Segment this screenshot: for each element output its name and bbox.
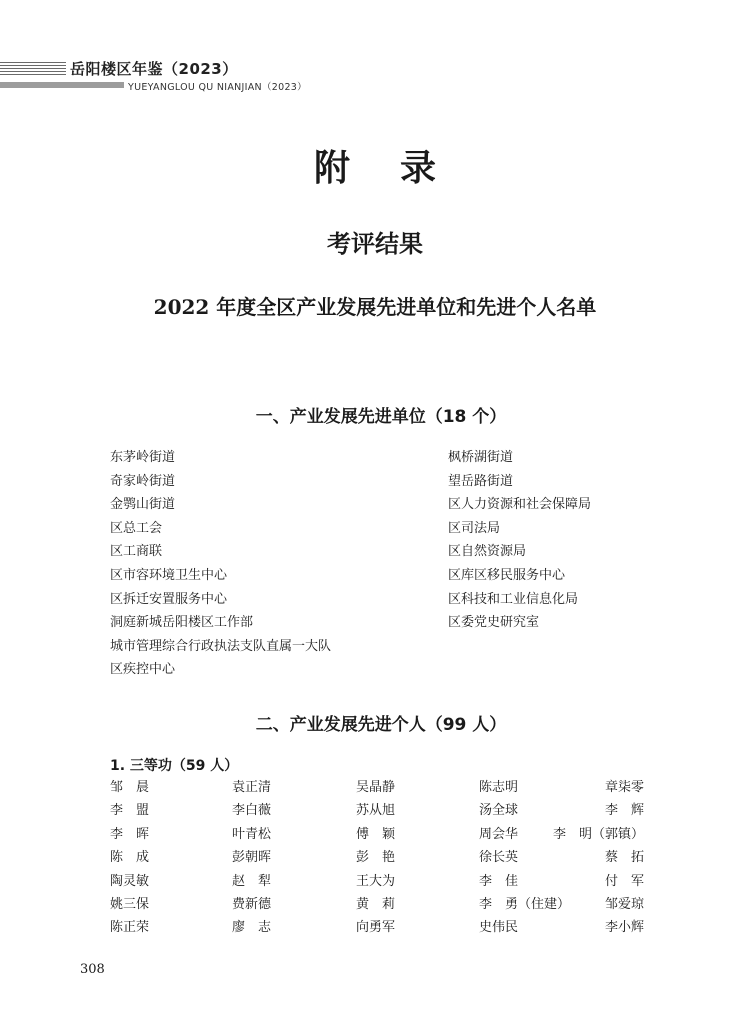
person-name: 邹爱琼 xyxy=(604,896,644,912)
unit-item: 洞庭新城岳阳楼区工作部 xyxy=(110,615,254,631)
unit-item: 枫桥湖街道 xyxy=(448,450,514,465)
document-title: 2022 年度全区产业发展先进单位和先进个人名单 xyxy=(153,295,597,319)
person-name: 李 佳 xyxy=(479,873,519,889)
person-name: 蔡 拓 xyxy=(604,850,644,866)
person-name: 廖 志 xyxy=(232,920,272,936)
name-row xyxy=(110,799,644,822)
name-row xyxy=(110,870,644,893)
page-number: 308 xyxy=(80,962,105,977)
unit-item: 金鹗山街道 xyxy=(110,497,176,513)
person-name: 李白薇 xyxy=(232,803,272,819)
unit-item: 望岳路街道 xyxy=(448,473,514,489)
person-name: 袁正清 xyxy=(232,780,272,795)
unit-item: 区拆迁安置服务中心 xyxy=(110,591,228,607)
unit-item: 区市容环境卫生中心 xyxy=(110,567,228,583)
name-row xyxy=(110,846,644,869)
person-name: 李 晖 xyxy=(110,826,150,842)
person-name: 陈 成 xyxy=(110,850,150,866)
running-header-subtitle: YUEYANGLOU QU NIANJIAN（2023） xyxy=(128,82,307,93)
person-name: 李 勇（住建） xyxy=(479,896,571,912)
unit-item: 区司法局 xyxy=(448,520,501,536)
header-decor-lines xyxy=(0,62,66,76)
unit-item: 区工商联 xyxy=(110,544,163,560)
person-name: 傅 颖 xyxy=(356,826,396,842)
person-name: 彭朝晖 xyxy=(232,850,272,866)
person-name: 彭 艳 xyxy=(356,850,396,866)
person-name: 李 盟 xyxy=(110,803,150,819)
person-name: 叶青松 xyxy=(232,826,272,842)
person-name: 汤全球 xyxy=(479,803,519,819)
person-name: 史伟民 xyxy=(479,920,519,936)
unit-item: 奇家岭街道 xyxy=(110,473,176,489)
part2-heading: 二、产业发展先进个人（99 人） xyxy=(255,715,507,735)
name-row xyxy=(110,823,644,846)
appendix-title: 附录 xyxy=(313,147,486,189)
unit-item: 区疾控中心 xyxy=(110,662,176,678)
person-name: 邹 晨 xyxy=(110,780,150,795)
person-name: 费新德 xyxy=(232,896,272,912)
unit-item: 区人力资源和社会保障局 xyxy=(448,497,592,513)
person-name: 周会华 xyxy=(479,826,519,842)
unit-item: 区自然资源局 xyxy=(448,544,527,560)
unit-item: 区总工会 xyxy=(110,520,163,536)
units-right-column xyxy=(448,446,591,635)
unit-item: 区科技和工业信息化局 xyxy=(448,591,579,607)
header-decor-bar xyxy=(0,82,124,88)
name-row xyxy=(110,916,644,939)
person-name: 李 明（郭镇） xyxy=(552,826,644,842)
person-name: 黄 莉 xyxy=(356,896,396,912)
unit-item: 城市管理综合行政执法支队直属一大队 xyxy=(110,638,332,654)
unit-item: 区委党史研究室 xyxy=(448,615,540,631)
names-table xyxy=(110,776,644,940)
person-name: 付 军 xyxy=(604,873,644,889)
section-title: 考评结果 xyxy=(327,229,423,258)
person-name: 陈正荣 xyxy=(110,920,150,936)
person-name: 吴晶静 xyxy=(356,780,396,795)
person-name: 章柒零 xyxy=(604,780,644,795)
person-name: 陶灵敏 xyxy=(110,873,150,889)
person-name: 王大为 xyxy=(356,873,396,889)
name-row xyxy=(110,893,644,916)
running-header-title: 岳阳楼区年鉴（2023） xyxy=(70,60,238,78)
person-name: 徐长英 xyxy=(479,850,519,866)
grade-label: 1. 三等功（59 人） xyxy=(110,758,239,774)
name-row xyxy=(110,776,644,799)
person-name: 陈志明 xyxy=(479,780,519,795)
part1-heading: 一、产业发展先进单位（18 个） xyxy=(255,407,507,427)
person-name: 李小辉 xyxy=(604,920,644,936)
unit-item: 区库区移民服务中心 xyxy=(448,567,566,583)
person-name: 赵 犁 xyxy=(232,873,272,889)
units-left-column xyxy=(110,446,331,682)
person-name: 向勇军 xyxy=(356,920,396,936)
person-name: 姚三保 xyxy=(110,896,150,912)
person-name: 苏从旭 xyxy=(356,803,396,819)
unit-item: 东茅岭街道 xyxy=(110,450,176,465)
person-name: 李 辉 xyxy=(604,803,644,819)
